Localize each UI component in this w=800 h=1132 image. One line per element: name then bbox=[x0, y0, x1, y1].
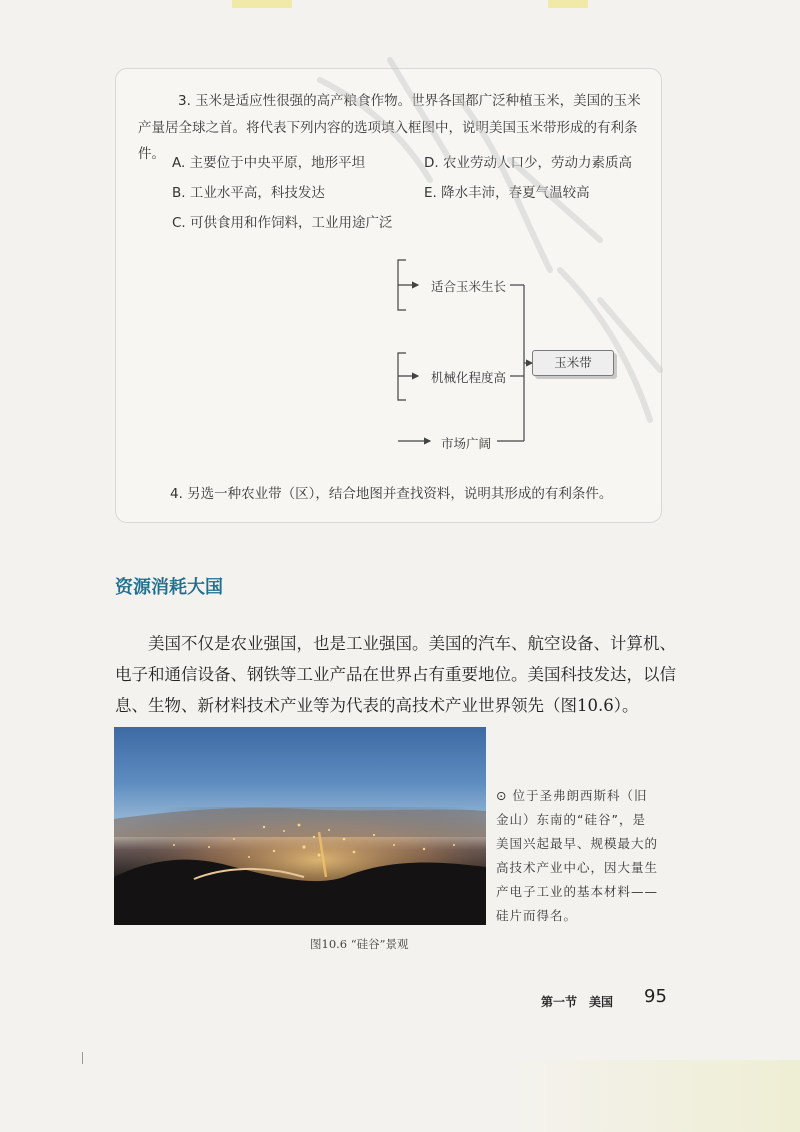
diagram-result-box: 玉米带 bbox=[532, 350, 614, 376]
page-number: 95 bbox=[644, 986, 667, 1007]
option-a: A. 主要位于中央平原，地形平坦 bbox=[172, 155, 366, 171]
city-lights-illustration bbox=[114, 727, 486, 925]
question-4: 4. 另选一种农业带（区），结合地图并查找资料，说明其形成的有利条件。 bbox=[170, 486, 613, 502]
paragraph-line-1: 美国不仅是农业强国，也是工业强国。美国的汽车、航空设备、计算机、 bbox=[148, 634, 676, 653]
side-caption-line: 金山）东南的“硅谷”，是 bbox=[496, 812, 646, 827]
diagram-factor-mechanization: 机械化程度高 bbox=[431, 370, 507, 385]
margin-mark bbox=[82, 1052, 83, 1064]
question-3-line-2: 产量居全球之首。将代表下列内容的选项填入框图中，说明美国玉米带形成的有利条件。 bbox=[138, 120, 638, 162]
footer-section-title: 第一节 美国 bbox=[541, 995, 614, 1009]
side-caption-line: 美国兴起最早、规模最大的 bbox=[496, 836, 659, 851]
figure-side-caption bbox=[496, 784, 666, 928]
section-title: 资源消耗大国 bbox=[115, 577, 223, 598]
paragraph-line-3: 息、生物、新材料技术产业等为代表的高技术产业世界领先（图10.6）。 bbox=[115, 696, 639, 715]
side-caption-line: 硅片而得名。 bbox=[496, 908, 578, 923]
side-caption-line: 产电子工业的基本材料—— bbox=[496, 884, 659, 899]
silicon-valley-photo bbox=[114, 727, 486, 925]
diagram-factor-market: 市场广阔 bbox=[441, 436, 492, 451]
paragraph-line-2: 电子和通信设备、钢铁等工业产品在世界占有重要地位。美国科技发达，以信 bbox=[115, 665, 676, 684]
page-corner-tint bbox=[510, 1060, 800, 1132]
figure-caption: 图10.6 “硅谷”景观 bbox=[310, 937, 409, 951]
option-c: C. 可供食用和作饲料，工业用途广泛 bbox=[172, 215, 393, 231]
option-b: B. 工业水平高，科技发达 bbox=[172, 185, 325, 201]
side-caption-line: 高技术产业中心，因大量生 bbox=[496, 860, 659, 875]
option-e: E. 降水丰沛，春夏气温较高 bbox=[424, 185, 590, 201]
option-d: D. 农业劳动人口少，劳动力素质高 bbox=[424, 155, 632, 171]
diagram-factor-growth: 适合玉米生长 bbox=[431, 279, 507, 294]
side-caption-line: ⊙ 位于圣弗朗西斯科（旧 bbox=[496, 788, 648, 803]
question-3-line-1: 3. 玉米是适应性很强的高产粮食作物。世界各国都广泛种植玉米，美国的玉米 bbox=[178, 93, 641, 109]
